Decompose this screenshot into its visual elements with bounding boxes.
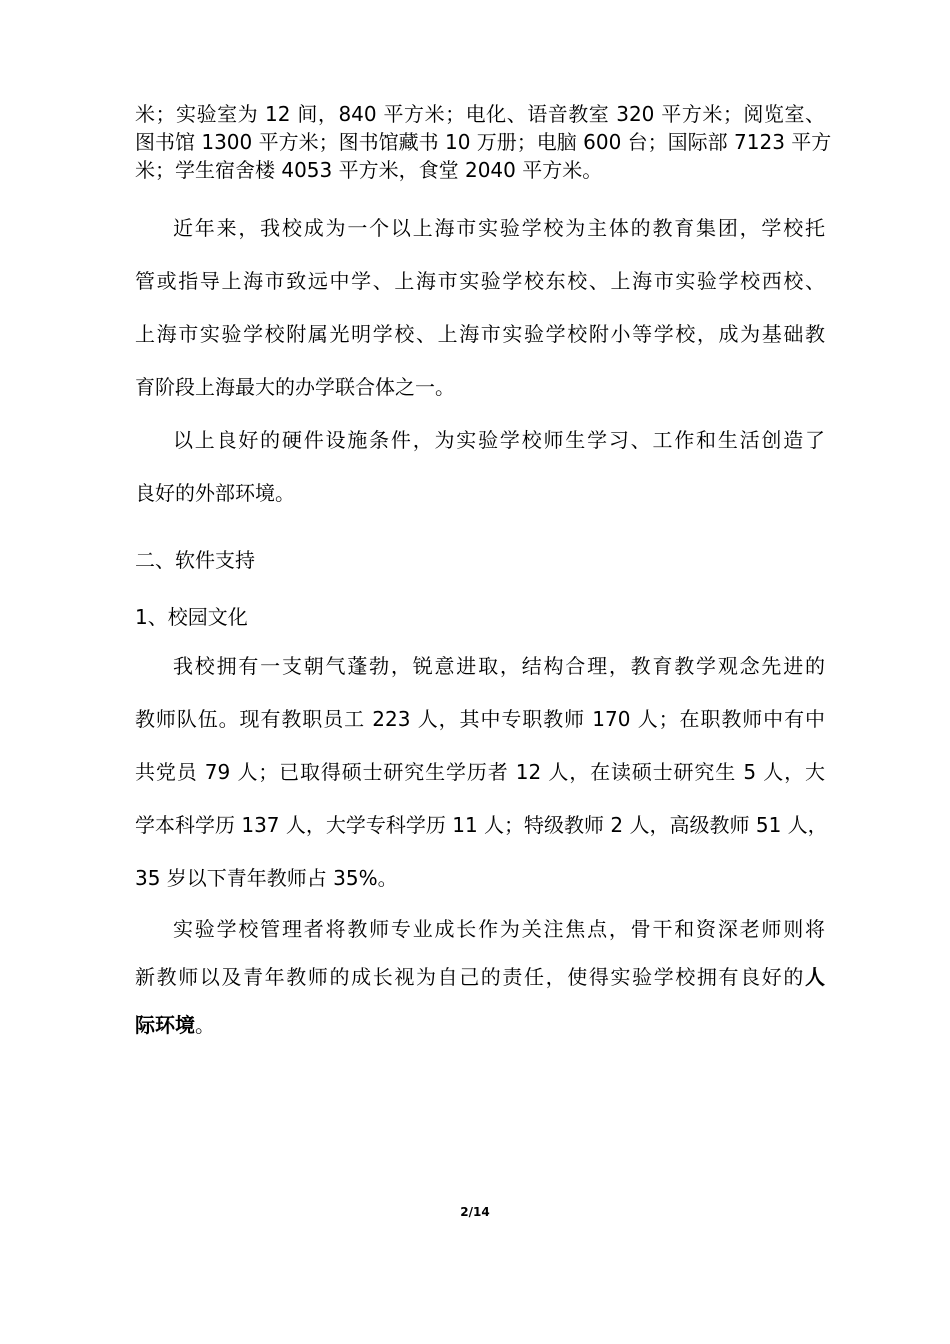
text-line: 实验学校管理者将教师专业成长作为关注焦点，骨干和资深老师则将 [173,917,825,941]
text-normal: 。 [195,1013,215,1037]
text-line: 学本科学历 137 人，大学专科学历 11 人；特级教师 2 人，高级教师 51 人， [135,813,828,837]
text-line: 图书馆 1300 平方米；图书馆藏书 10 万册；电脑 600 台；国际部 7123 平方 [135,130,832,154]
section-heading-text: 二、软件支持 [135,548,255,572]
text-line: 米；实验室为 12 间，840 平方米；电化、语音教室 320 平方米；阅览室、 [135,102,825,126]
paragraph-hardware-summary [135,414,825,520]
text-bold: 人 [805,965,825,989]
text-line: 教师队伍。现有教职员工 223 人，其中专职教师 170 人；在职教师中有中 [135,707,825,731]
paragraph-education-group [135,202,825,414]
page-number: 2/14 [460,1205,490,1219]
subsection-heading [135,602,825,632]
subsection-heading-text: 1、校园文化 [135,605,248,629]
paragraph-teaching-staff [135,640,828,905]
paragraph-professional-growth [135,905,825,1049]
text-line: 共党员 79 人；已取得硕士研究生学历者 12 人，在读硕士研究生 5 人，大 [135,760,825,784]
text-line: 良好的外部环境。 [135,481,295,505]
text-line: 上海市实验学校附属光明学校、上海市实验学校附小等学校，成为基础教 [135,322,825,346]
text-line: 育阶段上海最大的办学联合体之一。 [135,375,455,399]
text-line: 近年来，我校成为一个以上海市实验学校为主体的教育集团，学校托 [173,216,825,240]
paragraph-facilities [135,100,832,184]
text-line: 以上良好的硬件设施条件，为实验学校师生学习、工作和生活创造了 [173,428,825,452]
text-line [135,953,825,1001]
text-bold: 际环境 [135,1013,195,1037]
text-line [135,1001,825,1049]
section-heading [135,545,825,575]
text-line: 35 岁以下青年教师占 35%。 [135,866,398,890]
text-line: 管或指导上海市致远中学、上海市实验学校东校、上海市实验学校西校、 [135,269,825,293]
text-line: 我校拥有一支朝气蓬勃，锐意进取，结构合理，教育教学观念先进的 [173,654,825,678]
text-line: 米；学生宿舍楼 4053 平方米，食堂 2040 平方米。 [135,158,603,182]
text-normal: 新教师以及青年教师的成长视为自己的责任，使得实验学校拥有良好的 [135,965,805,989]
